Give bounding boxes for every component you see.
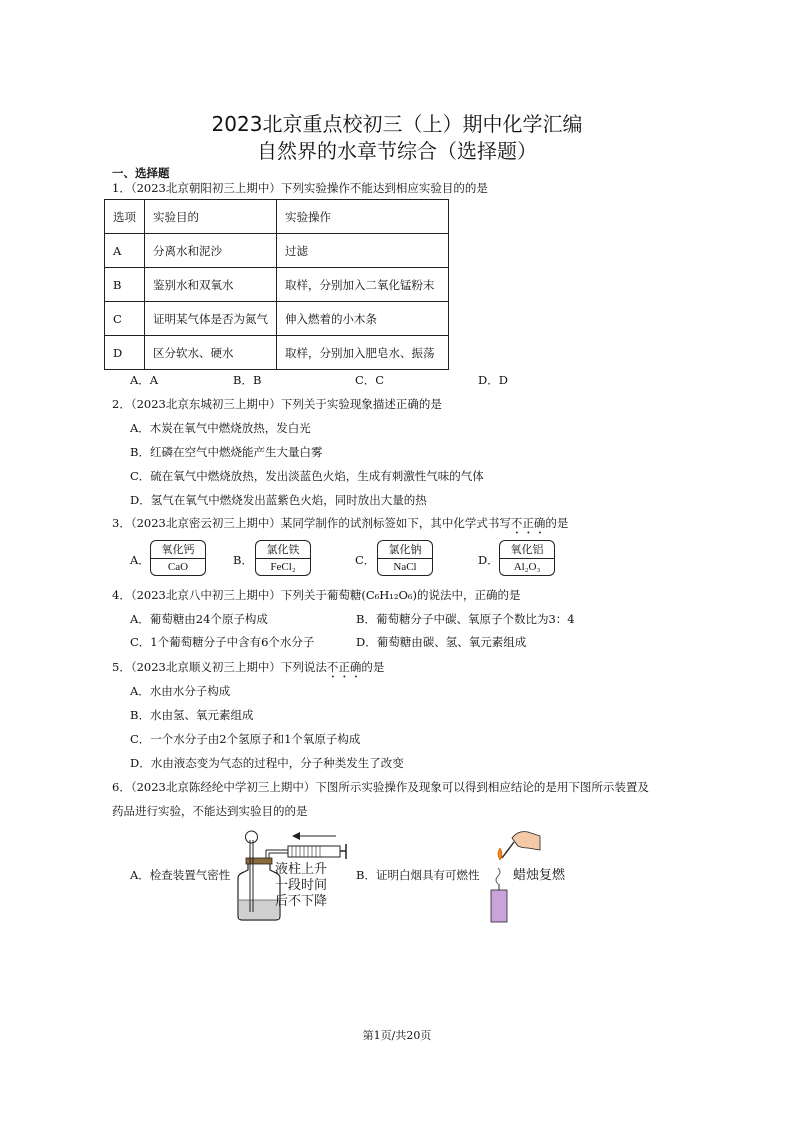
q6-caption-b: 蜡烛复燃: [513, 868, 566, 883]
q3-stem-pre: 3．（2023北京密云初三上期中）某同学制作的试剂标签如下，其中化学式书写: [112, 516, 511, 530]
q4-option-b: B．葡萄糖分子中碳、氧原子个数比为3：4: [356, 612, 575, 626]
q5-option-b: B．水由氢、氧元素组成: [130, 708, 254, 722]
q6-option-b: B．证明白烟具有可燃性: [356, 868, 480, 882]
q4-option-d: D．葡萄糖由碳、氢、氧元素组成: [356, 635, 527, 649]
q5-stem-emphasis: 不正确: [326, 660, 362, 674]
q5-option-a: A．水由水分子构成: [130, 684, 231, 698]
question-1-stem: 1．（2023北京朝阳初三上期中）下列实验操作不能达到相应实验目的的是: [112, 181, 488, 195]
q2-option-b: B．红磷在空气中燃烧能产生大量白雾: [130, 445, 323, 459]
page-number: 第1页/共20页: [362, 1029, 432, 1042]
q3-option-d-letter: D．: [478, 553, 499, 567]
table-cell: 取样，分别加入二氧化锰粉末: [277, 268, 449, 302]
q1-option-b: B．B: [233, 373, 262, 387]
q3-option-a-letter: A．: [130, 553, 150, 567]
q2-option-d: D．氢气在氧气中燃烧发出蓝紫色火焰，同时放出大量的热: [130, 493, 427, 507]
q6-caption-a: [275, 862, 327, 910]
experiment-table: [104, 199, 449, 370]
table-cell: C: [105, 302, 145, 336]
table-row: [105, 336, 449, 370]
table-header-cell: 实验目的: [145, 200, 277, 234]
question-2-stem: 2．（2023北京东城初三上期中）下列关于实验现象描述正确的是: [112, 397, 442, 411]
table-cell: 区分软水、硬水: [145, 336, 277, 370]
table-cell: 鉴别水和双氧水: [145, 268, 277, 302]
q3-stem-emphasis: 不正确: [510, 516, 546, 530]
label-name: 氯化铁: [256, 541, 310, 559]
label-name: 氯化钠: [378, 541, 432, 559]
table-cell: A: [105, 234, 145, 268]
reagent-label-a: [150, 540, 206, 576]
q5-stem-pre: 5．（2023北京顺义初三上期中）下列说法: [112, 660, 327, 674]
q2-option-a: A．木炭在氧气中燃烧放热，发白光: [130, 421, 311, 435]
table-header-cell: 选项: [105, 200, 145, 234]
question-5-stem: [112, 659, 384, 681]
table-header-cell: 实验操作: [277, 200, 449, 234]
question-6-stem-line1: 6．（2023北京陈经纶中学初三上期中）下图所示实验操作及现象可以得到相应结论的是用下图所示装置及: [112, 780, 649, 794]
reagent-label-b: [255, 540, 311, 576]
table-row: [105, 268, 449, 302]
q4-option-c: C．1个葡萄糖分子中含有6个水分子: [130, 635, 315, 649]
q5-option-c: C．一个水分子由2个氢原子和1个氧原子构成: [130, 732, 361, 746]
table-cell: 取样，分别加入肥皂水、振荡: [277, 336, 449, 370]
q1-option-c: C．C: [355, 373, 385, 387]
q4-option-a: A．葡萄糖由24个原子构成: [130, 612, 268, 626]
table-row: [105, 302, 449, 336]
caption-line: 液柱上升: [275, 862, 328, 877]
table-cell: 过滤: [277, 234, 449, 268]
q1-option-a: A．A: [130, 373, 159, 387]
caption-line: 后不下降: [275, 894, 328, 909]
reagent-label-d: [499, 540, 555, 576]
label-name: 氧化钙: [151, 541, 205, 559]
table-cell: 分离水和泥沙: [145, 234, 277, 268]
table-row: [105, 234, 449, 268]
table-cell: B: [105, 268, 145, 302]
q3-stem-post: 的是: [545, 516, 569, 530]
q5-option-d: D．水由液态变为气态的过程中，分子种类发生了改变: [130, 756, 404, 770]
caption-line: 一段时间: [275, 878, 328, 893]
question-6-stem-line2: 药品进行实验，不能达到实验目的的是: [112, 804, 308, 818]
table-header-row: [105, 200, 449, 234]
label-formula: FeCl₂: [270, 561, 296, 573]
label-formula: NaCl: [393, 561, 417, 573]
label-formula: CaO: [167, 561, 189, 573]
reagent-label-c: [377, 540, 433, 576]
table-cell: 证明某气体是否为氮气: [145, 302, 277, 336]
q6-option-a: A．检查装置气密性: [130, 868, 231, 882]
question-3-stem: [112, 515, 568, 537]
q3-option-c-letter: C．: [355, 553, 376, 567]
section-title: 一、选择题: [112, 166, 170, 180]
page-subtitle: 自然界的水章节综合（选择题）: [257, 139, 537, 163]
q5-stem-post: 的是: [361, 660, 385, 674]
q3-option-b-letter: B．: [233, 553, 253, 567]
table-cell: D: [105, 336, 145, 370]
label-name: 氧化铝: [500, 541, 554, 559]
q1-option-d: D．D: [478, 373, 508, 387]
label-formula: Al₂O₃: [513, 561, 541, 573]
page-title: 2023北京重点校初三（上）期中化学汇编: [211, 112, 583, 136]
q2-option-c: C．硫在氧气中燃烧放热，发出淡蓝色火焰，生成有刺激性气味的气体: [130, 469, 484, 483]
question-4-stem: 4．（2023北京八中初三上期中）下列关于葡萄糖(C₆H₁₂O₆)的说法中，正确的是: [112, 588, 521, 602]
table-cell: 伸入燃着的小木条: [277, 302, 449, 336]
